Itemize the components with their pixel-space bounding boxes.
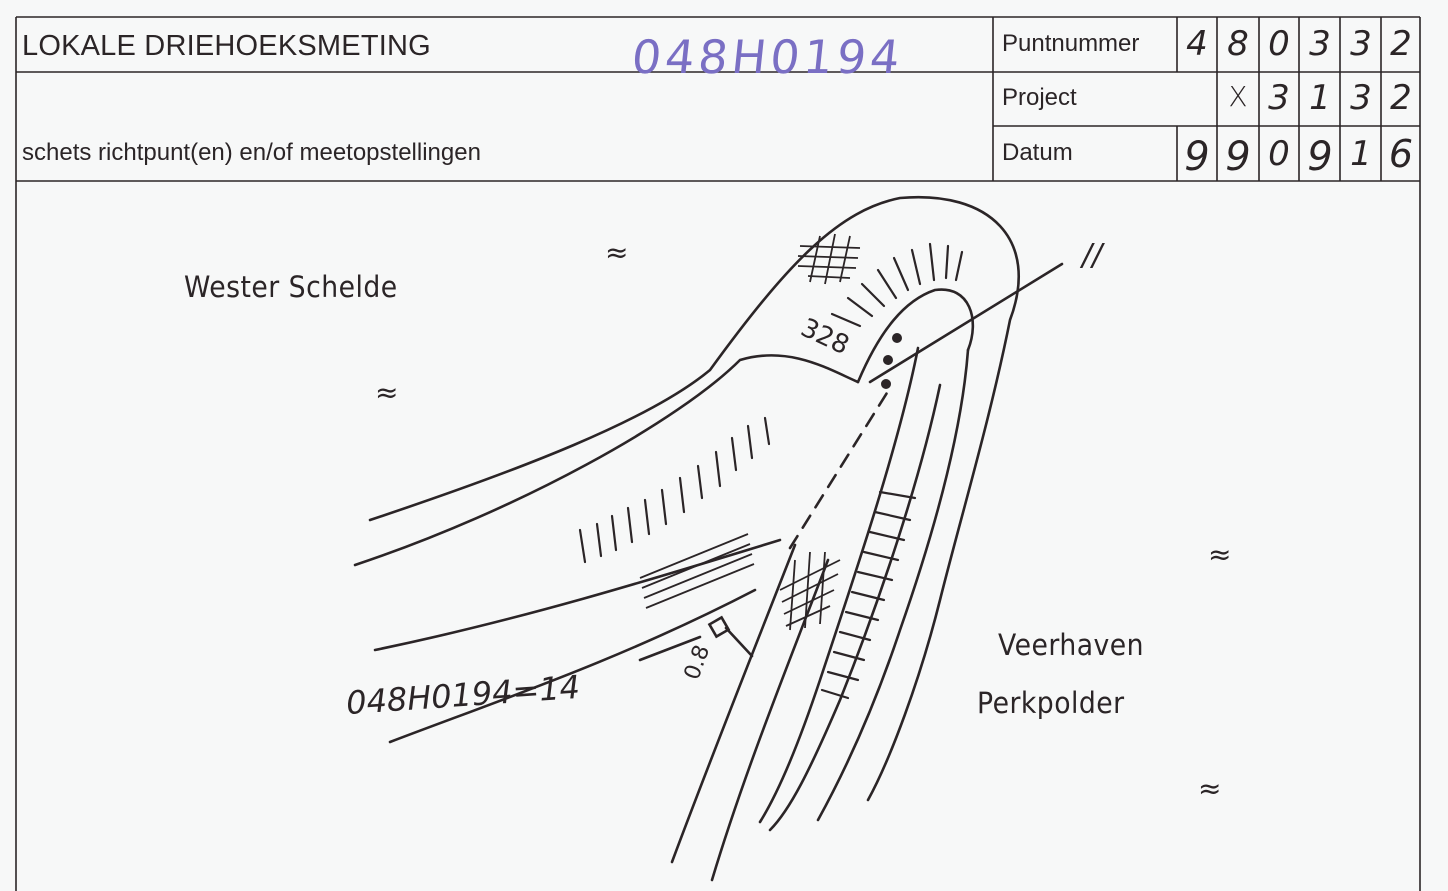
place-label-wester-schelde: Wester Schelde (184, 270, 398, 304)
puntnummer-digit: 3 (1350, 24, 1372, 64)
datum-digit: 6 (1388, 132, 1414, 176)
survey-markers (881, 333, 902, 389)
pier-sketch (355, 197, 1062, 880)
field-label-datum: Datum (1002, 139, 1073, 166)
puntnummer-digit: 4 (1186, 24, 1208, 64)
handwritten-reference: 048H0194 (629, 30, 907, 84)
distance-label: 0.8 (679, 641, 716, 684)
datum-digit: 1 (1350, 134, 1372, 174)
place-label-perkpolder: Perkpolder (977, 686, 1125, 720)
water-symbol: ≈ (1208, 538, 1232, 571)
water-symbol: ≈ (1198, 772, 1222, 805)
form-title: LOKALE DRIEHOEKSMETING (22, 30, 431, 62)
datum-digit: 9 (1225, 134, 1251, 180)
point-annotation: 048H0194=14 (344, 667, 582, 723)
field-label-project: Project (1002, 84, 1077, 111)
number-label: 328 (795, 312, 854, 362)
slope-hatching (580, 244, 962, 698)
puntnummer-digit: 3 (1309, 24, 1331, 64)
north-mark: // (1082, 238, 1103, 273)
datum-digit: 9 (1184, 134, 1210, 180)
block-pattern (640, 234, 860, 630)
puntnummer-digit: 8 (1227, 24, 1249, 64)
puntnummer-digit: 2 (1390, 24, 1412, 64)
water-symbol: ≈ (605, 236, 629, 269)
project-digit: 3 (1268, 78, 1290, 118)
puntnummer-digit: 0 (1268, 24, 1290, 64)
project-digit: X (1228, 80, 1248, 113)
datum-digit: 0 (1268, 134, 1290, 174)
place-label-veerhaven: Veerhaven (998, 628, 1145, 662)
form-subtitle: schets richtpunt(en) en/of meetopstellingen (22, 139, 481, 166)
project-digit: 3 (1350, 78, 1372, 118)
field-label-puntnummer: Puntnummer (1002, 30, 1140, 57)
water-symbol: ≈ (375, 376, 399, 409)
project-digit: 2 (1390, 78, 1412, 118)
datum-digit: 9 (1307, 134, 1333, 180)
project-digit: 1 (1309, 78, 1331, 118)
